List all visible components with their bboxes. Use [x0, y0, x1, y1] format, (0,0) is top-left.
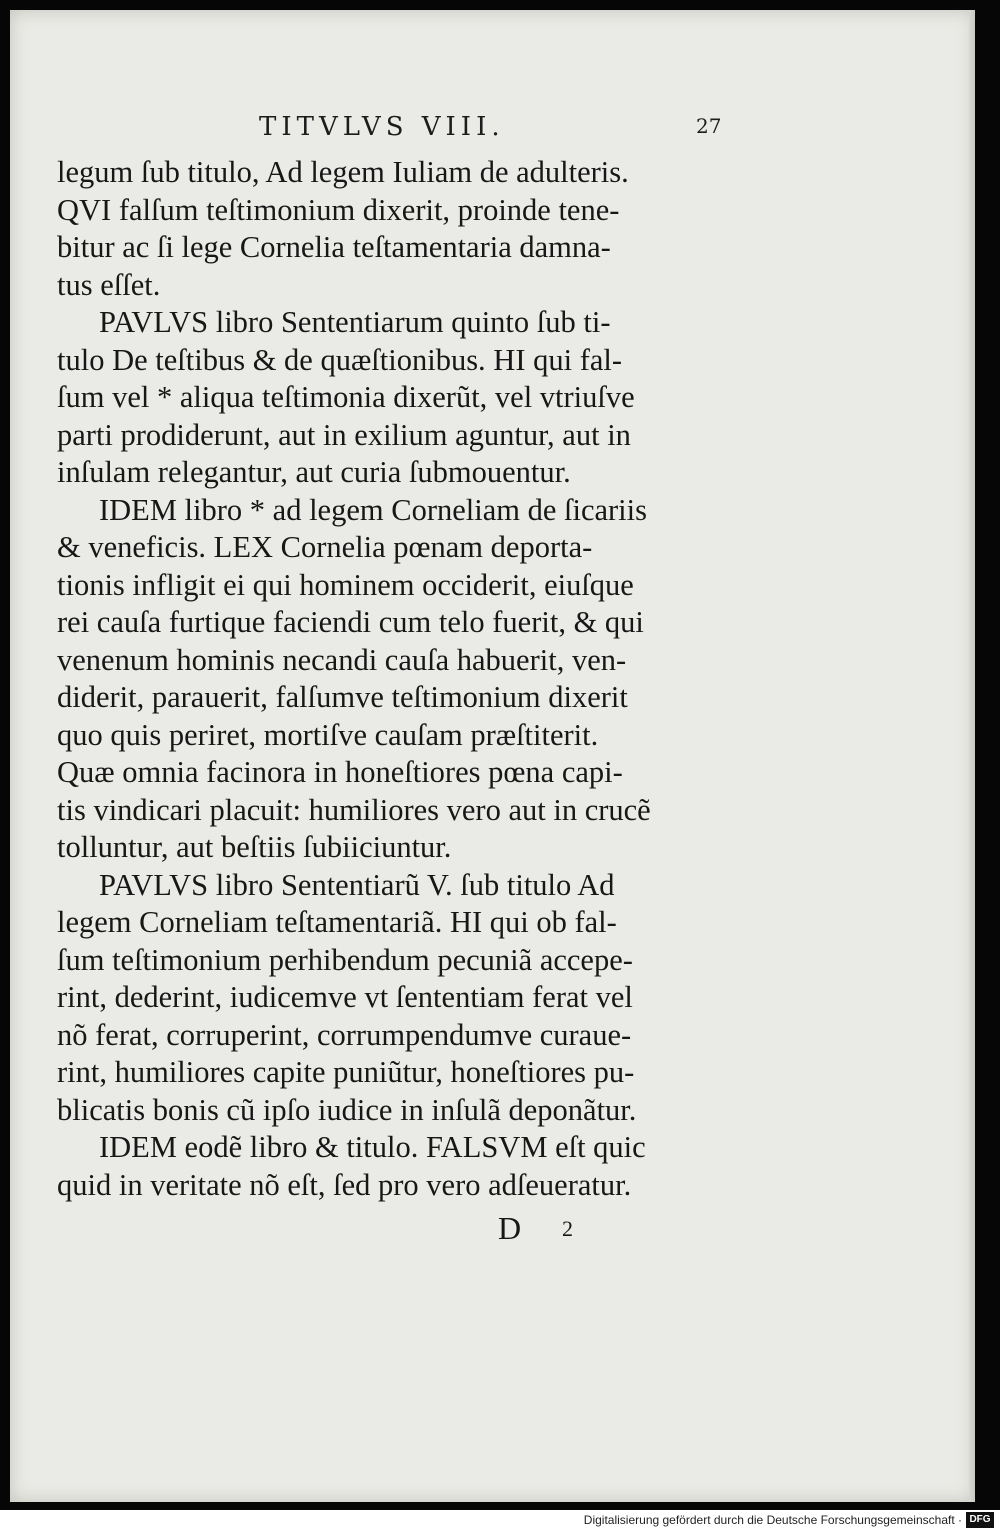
text-line: legem Corneliam teſtamentariã. HI qui ob fal-: [57, 905, 617, 939]
signature-line: [10, 1210, 975, 1250]
text-line: diderit, parauerit, falſumve teſtimonium dixerit: [57, 680, 628, 714]
running-title: TITVLVS VIII.: [259, 112, 505, 142]
body-text: [57, 154, 710, 1204]
text-line: legum ſub titulo, Ad legem Iuliam de adulteris.: [57, 155, 629, 189]
text-line: tus eſſet.: [57, 267, 161, 302]
credit-text: Digitalisierung gefördert durch die Deutsche Forschungsgemeinschaft ·: [583, 1513, 962, 1527]
digitization-credit: [0, 1510, 1000, 1532]
text-line: ſum vel * aliqua teſtimonia dixerũt, vel vtriuſve: [57, 380, 635, 414]
text-line: & veneficis. LEX Cornelia pœnam deporta-: [57, 530, 593, 564]
text-line: PAVLVS libro Sententiarũ V. ſub titulo Ad: [99, 867, 615, 902]
page-header: [10, 112, 975, 152]
text-line: parti prodiderunt, aut in exilium aguntur, aut in: [57, 417, 631, 452]
text-line: tis vindicari placuit: humiliores vero aut in crucẽ: [57, 792, 651, 827]
text-line: IDEM eodẽ libro & titulo. FALSVM eſt quic: [99, 1130, 646, 1164]
text-line: rint, dederint, iudicemve vt ſententiam ferat vel: [57, 980, 633, 1014]
dfg-logo-icon: DFG: [966, 1512, 994, 1528]
text-line: tolluntur, aut beſtiis ſubiiciuntur.: [57, 830, 452, 864]
text-line: rint, humiliores capite puniũtur, honeſtiores pu-: [57, 1055, 635, 1089]
text-line: quid in veritate nõ eſt, ſed pro vero adſeueratur.: [57, 1167, 632, 1202]
text-line: rei cauſa furtique faciendi cum telo fuerit, & qui: [57, 605, 644, 639]
text-line: blicatis bonis cũ ipſo iudice in inſulã deponãtur.: [57, 1092, 637, 1127]
text-line: PAVLVS libro Sententiarum quinto ſub ti-: [99, 305, 611, 339]
text-line: QVI falſum teſtimonium dixerit, proinde tene-: [57, 192, 620, 227]
text-line: bitur ac ſi lege Cornelia teſtamentaria damna-: [57, 230, 611, 264]
signature-mark: D: [498, 1210, 522, 1246]
text-line: ſum teſtimonium perhibendum pecuniã accepe-: [57, 942, 633, 977]
book-page: [10, 10, 975, 1502]
signature-number: 2: [562, 1216, 573, 1241]
text-line: inſulam relegantur, aut curia ſubmouentur.: [57, 455, 571, 489]
text-line: quo quis periret, mortiſve cauſam præſtiterit.: [57, 717, 599, 752]
text-line: IDEM libro * ad legem Corneliam de ſicariis: [99, 492, 648, 527]
text-line: nõ ferat, corruperint, corrumpendumve curaue-: [57, 1017, 632, 1052]
page-edge: [969, 10, 975, 1502]
page-number: 27: [696, 114, 722, 138]
text-line: Quæ omnia facinora in honeſtiores pœna capi-: [57, 755, 623, 789]
text-line: venenum hominis necandi cauſa habuerit, ven-: [57, 642, 627, 677]
text-line: tionis infligit ei qui hominem occiderit, eiuſque: [57, 567, 634, 602]
text-line: tulo De teſtibus & de quæſtionibus. HI qui fal-: [57, 342, 623, 377]
